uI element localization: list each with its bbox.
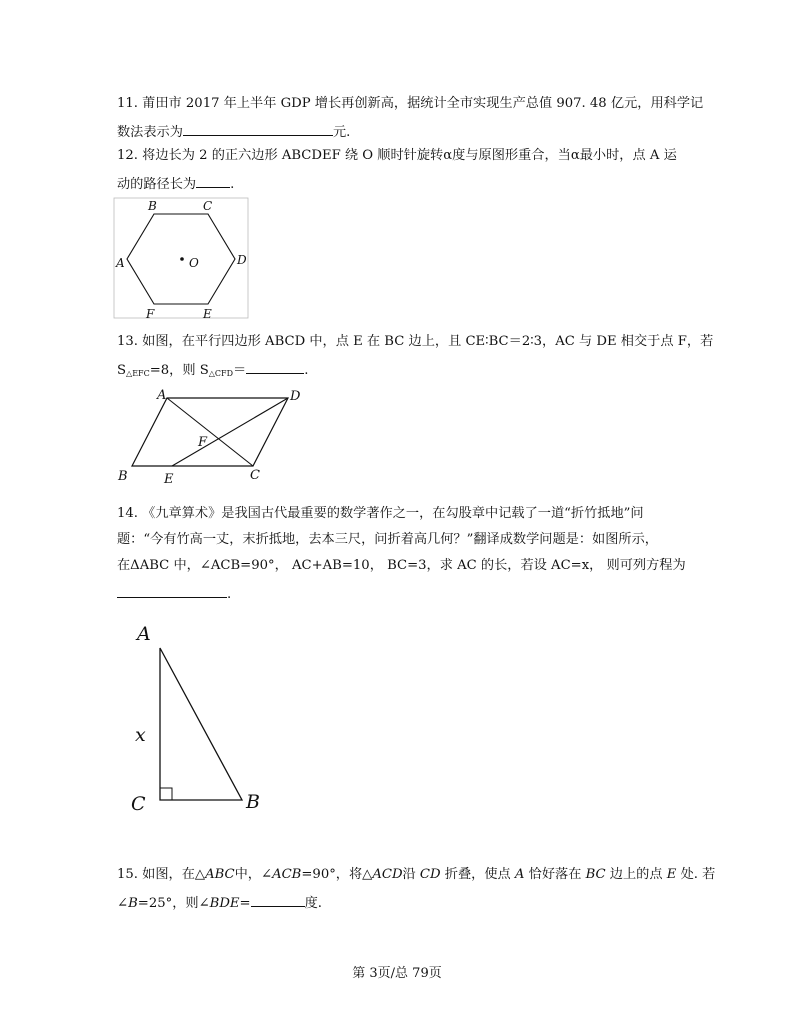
diagonal-ac (167, 398, 253, 466)
tri-label-b: B (246, 791, 260, 813)
para-label-c: C (250, 468, 260, 483)
q15-eq: = (239, 896, 251, 911)
hexagon-label-o: O (189, 256, 199, 270)
para-label-d: D (290, 389, 301, 404)
q15-text-o: 处. 若 (676, 867, 716, 882)
parallelogram-figure (112, 386, 312, 486)
q12-line2-suffix: . (230, 177, 235, 192)
q13-s1: S (117, 363, 127, 378)
q11-line2-prefix: 数法表示为 (117, 125, 183, 140)
q15-bc: BC (585, 867, 606, 882)
triangle-shape (160, 648, 242, 800)
triangle-figure (125, 620, 275, 820)
q15-a: A (514, 867, 525, 882)
hexagon-figure (112, 196, 252, 321)
hexagon-center-point (180, 257, 184, 261)
hexagon-label-a: A (116, 256, 125, 270)
q14-line3: 在ΔABC 中，∠ACB=90°， AC+AB=10， BC=3，求 AC 的长，若设 AC=x， 则可列方程为 (117, 558, 686, 573)
q15-text-e: =90°，将△ (301, 867, 373, 882)
hexagon-label-f: F (146, 307, 155, 321)
q15-angle-sym: ∠ (117, 896, 129, 911)
q15-text-i: 折叠，使点 (440, 867, 515, 882)
q13-sub2: △CFD (208, 369, 234, 378)
q12-line2-prefix: 动的路径长为 (117, 177, 197, 192)
q13-sub1: △EFC (126, 369, 150, 378)
q15-text-c: 中，∠ (234, 867, 273, 882)
q15-text-g: 沿 (402, 867, 420, 882)
para-label-f: F (198, 435, 208, 450)
hexagon-label-e: E (203, 307, 212, 321)
q12-line1: 12. 将边长为 2 的正六边形 ABCDEF 绕 O 顺时针旋转α度与原图形重合，当α最小时，点 A 运 (117, 148, 677, 163)
hexagon-label-d: D (237, 253, 247, 267)
q12-line2 (117, 173, 234, 194)
para-label-a: A (157, 388, 167, 403)
q15-line1 (117, 866, 715, 884)
q11-line1: 11. 莆田市 2017 年上半年 GDP 增长再创新高，据统计全市实现生产总值 907. 48 亿元，用科学记 (117, 96, 704, 111)
q13-mid: =8，则 S (149, 363, 209, 378)
q13-eq: ＝ (233, 363, 247, 378)
q12-answer-blank[interactable] (196, 173, 230, 188)
q14-line4 (117, 583, 231, 604)
q11-line2-suffix: 元. (332, 125, 351, 140)
q15-text-a: 15. 如图，在△ (117, 867, 206, 882)
q15-b: B (128, 896, 138, 911)
q13-answer-blank[interactable] (246, 359, 304, 374)
q13-line1: 13. 如图，在平行四边形 ABCD 中，点 E 在 BC 边上，且 CE∶BC＝2∶3，AC 与 DE 相交于点 F，若 (117, 334, 714, 349)
q11-line2 (117, 121, 350, 142)
q14-line2: 题：“今有竹高一丈，末折抵地，去本三尺，问折着高几何？”翻译成数学问题是：如图所示， (117, 532, 658, 547)
q13-line2 (117, 359, 308, 383)
q15-text-2c: =25°，则∠ (137, 896, 210, 911)
q15-bde: BDE (209, 896, 240, 911)
q15-acb: ACB (272, 867, 302, 882)
q11-answer-blank[interactable] (183, 121, 333, 136)
tri-label-x: x (135, 724, 146, 746)
q15-acd: ACD (372, 867, 403, 882)
tri-label-a: A (137, 623, 151, 645)
q15-text-k: 恰好落在 (524, 867, 586, 882)
q14-line4-suffix: . (227, 587, 232, 602)
hexagon-label-b: B (148, 199, 157, 213)
right-angle-mark (160, 788, 172, 800)
q15-cd: CD (419, 867, 441, 882)
q15-line2 (117, 892, 322, 913)
q13-suffix: . (304, 363, 309, 378)
hexagon-label-c: C (203, 199, 213, 213)
q14-line1: 14. 《九章算术》是我国古代最重要的数学著作之一，在勾股章中记载了一道“折竹抵地”问 (117, 506, 644, 521)
para-label-b: B (118, 469, 128, 484)
para-label-e: E (164, 472, 174, 487)
q15-abc: ABC (205, 867, 235, 882)
q15-text-m: 边上的点 (605, 867, 667, 882)
q14-answer-blank[interactable] (117, 583, 227, 598)
q15-suffix: 度. (304, 896, 322, 911)
q15-answer-blank[interactable] (251, 892, 305, 907)
q15-e: E (666, 867, 677, 882)
page-footer: 第 3页/总 79页 (352, 966, 442, 981)
tri-label-c: C (131, 793, 146, 815)
